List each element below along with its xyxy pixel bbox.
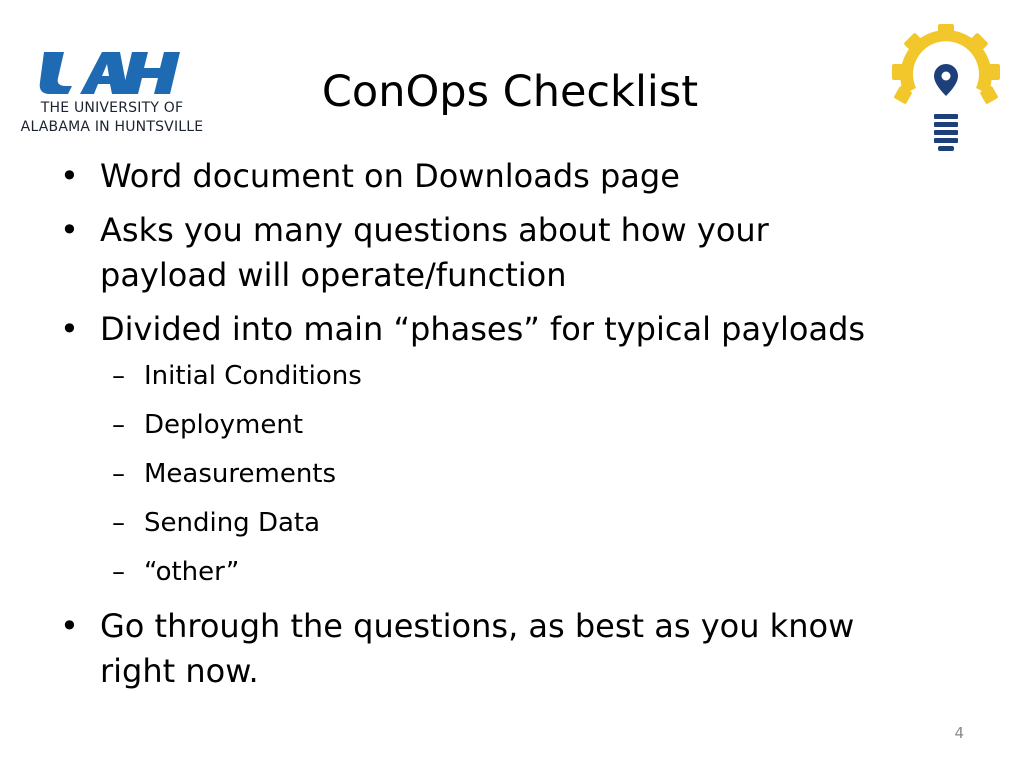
gear-lightbulb-icon: [892, 24, 1000, 160]
bullet-dot: •: [60, 607, 79, 645]
bullet-item: [56, 307, 986, 352]
uah-logo-mark-icon: [36, 48, 188, 96]
sub-bullet-text: Sending Data: [144, 508, 321, 538]
bullet-text: right now.: [100, 652, 259, 690]
bullet-text: payload will operate/function: [100, 256, 567, 294]
sub-bullet-item: [56, 356, 986, 396]
sub-bullet-text: Measurements: [144, 459, 337, 489]
bullet-item: [56, 154, 986, 199]
bullet-text: Divided into main “phases” for typical payloads: [100, 310, 866, 348]
bullet-text: Go through the questions, as best as you know: [100, 607, 855, 645]
bullet-dot: •: [60, 157, 79, 195]
bullet-text: Asks you many questions about how your: [100, 211, 769, 249]
sub-bullet-item: [56, 552, 986, 592]
uah-logo: [6, 48, 218, 138]
sub-bullet-dash: –: [112, 459, 125, 489]
bullet-continuation: [56, 253, 986, 298]
sub-bullet-text: “other”: [144, 557, 240, 587]
bullet-dot: •: [60, 211, 79, 249]
bullet-text: Word document on Downloads page: [100, 157, 680, 195]
sub-bullet-dash: –: [112, 361, 125, 391]
sub-bullet-dash: –: [112, 508, 125, 538]
sub-bullet-item: [56, 405, 986, 445]
sub-bullet-dash: –: [112, 557, 125, 587]
sub-bullet-text: Initial Conditions: [144, 361, 362, 391]
bullet-dot: •: [60, 310, 79, 348]
slide-title: ConOps Checklist: [321, 67, 699, 117]
bullet-item: [56, 604, 986, 649]
sub-bullet-dash: –: [112, 410, 125, 440]
page-number: 4: [954, 724, 964, 742]
bullet-item: [56, 208, 986, 253]
sub-bullet-text: Deployment: [144, 410, 304, 440]
logo-text-line-1: THE UNIVERSITY OF: [40, 100, 184, 116]
bullet-continuation: [56, 649, 986, 694]
sub-bullet-item: [56, 454, 986, 494]
logo-text-line-2: ALABAMA IN HUNTSVILLE: [20, 119, 204, 135]
sub-bullet-item: [56, 503, 986, 543]
bullet-list: [56, 154, 986, 703]
